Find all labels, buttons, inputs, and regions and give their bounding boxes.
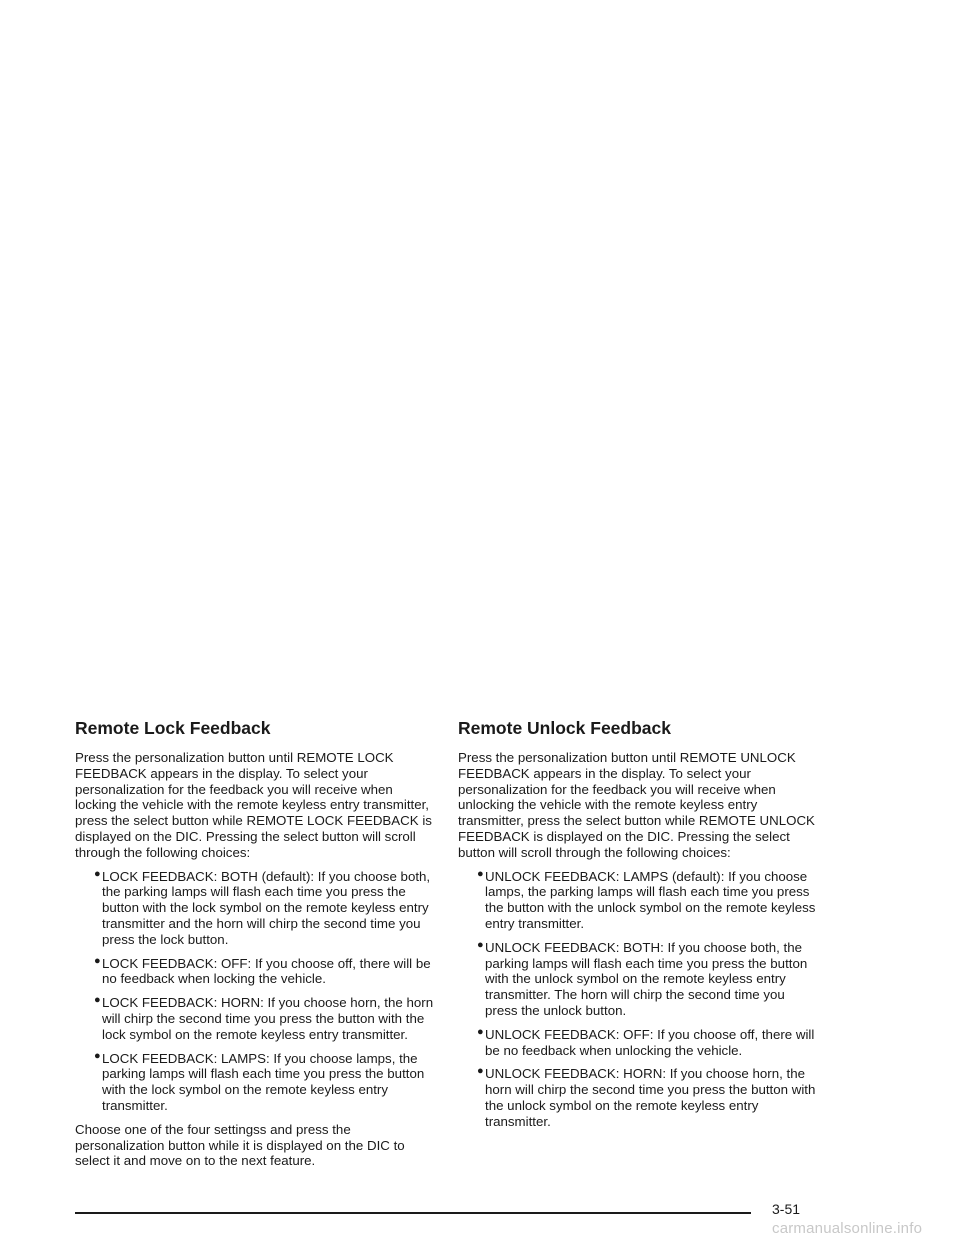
- list-item: ● LOCK FEEDBACK: HORN: If you choose horn, the horn will chirp the second time you press the button with the lock symbol on the remote keyless entry transmitter.: [94, 994, 434, 1042]
- watermark-text: carmanualsonline.info: [772, 1220, 923, 1237]
- bullet-icon: ●: [477, 1065, 484, 1078]
- left-column: [75, 716, 437, 1177]
- page-number: 3-51: [772, 1201, 801, 1217]
- list-item: ● UNLOCK FEEDBACK: HORN: If you choose horn, the horn will chirp the second time you press the button with the unlock symbol on the remote keyless entry transmitter.: [477, 1065, 816, 1129]
- section-heading-remote-unlock-feedback: Remote Unlock Feedback: [458, 718, 671, 738]
- footer-rule: [75, 1212, 751, 1214]
- bullet-icon: ●: [94, 1049, 101, 1062]
- list-item: ● UNLOCK FEEDBACK: OFF: If you choose off, there will be no feedback when unlocking the vehicle.: [477, 1025, 815, 1058]
- list-item: ● LOCK FEEDBACK: BOTH (default): If you choose both, the parking lamps will flash each time you press the button with the lock symbol on the remote keyless entry transmitter and the horn will chirp the second time you press the lock button.: [94, 867, 431, 947]
- bullet-icon: ●: [94, 994, 101, 1007]
- list-item: ● LOCK FEEDBACK: LAMPS: If you choose lamps, the parking lamps will flash each time you press the button with the lock symbol on the remote keyless entry transmitter.: [94, 1049, 425, 1113]
- choices-list: [458, 869, 820, 1130]
- section-heading-remote-lock-feedback: Remote Lock Feedback: [75, 718, 271, 738]
- intro-paragraph: Press the personalization button until REMOTE UNLOCK FEEDBACK appears in the display. To select your personalization for the feedback you will receive when unlocking the vehicle with the remote keyless entry transmitter, press the select button while REMOTE UNLOCK FEEDBACK is displayed on the DIC. Pressing the select button will scroll through the following choices:: [458, 750, 815, 860]
- list-item: ● UNLOCK FEEDBACK: LAMPS (default): If you choose lamps, the parking lamps will flash each time you press the button with the unlock symbol on the remote keyless entry transmitter.: [477, 867, 816, 931]
- intro-paragraph: Press the personalization button until REMOTE LOCK FEEDBACK appears in the display. To select your personalization for the feedback you will receive when locking the vehicle with the remote keyless entry transmitter, press the select button while REMOTE LOCK FEEDBACK is displayed on the DIC. Pressing the select button will scroll through the following choices:: [75, 750, 432, 860]
- list-item: ● LOCK FEEDBACK: OFF: If you choose off, there will be no feedback when locking the vehicle.: [94, 954, 431, 987]
- bullet-icon: ●: [477, 867, 484, 880]
- bullet-icon: ●: [94, 954, 101, 967]
- choices-list: [75, 869, 437, 1114]
- list-item: ● UNLOCK FEEDBACK: BOTH: If you choose both, the parking lamps will flash each time you press the button with the unlock symbol on the remote keyless entry transmitter. The horn will chirp the second time you press the unlock button.: [477, 938, 808, 1018]
- bullet-icon: ●: [477, 938, 484, 951]
- outro-paragraph: Choose one of the four settingss and press the personalization button while it is displayed on the DIC to select it and move on to the next feature.: [75, 1121, 405, 1169]
- bullet-icon: ●: [94, 867, 101, 880]
- right-column: [458, 716, 820, 1138]
- bullet-icon: ●: [477, 1025, 484, 1038]
